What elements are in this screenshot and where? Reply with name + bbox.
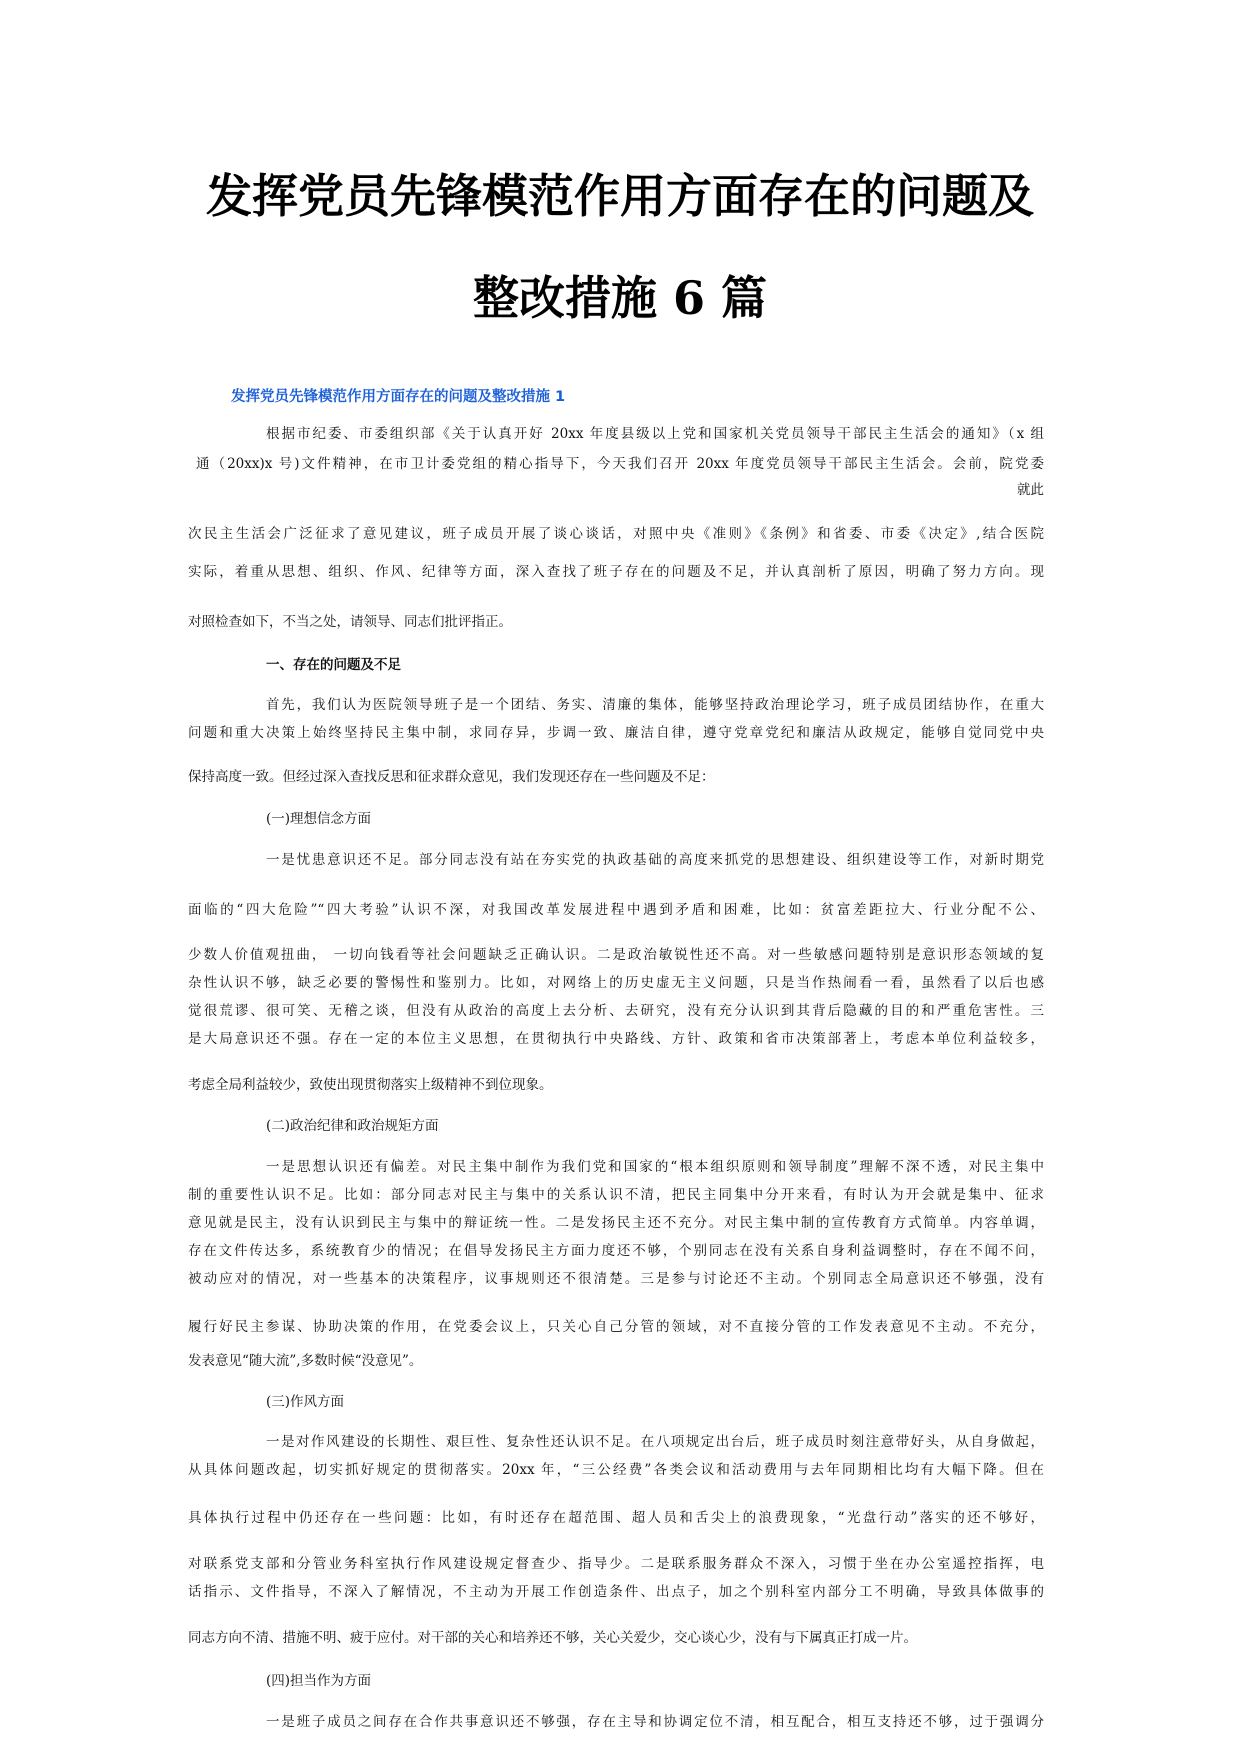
paragraph-line: 问题和重大决策上始终坚持民主集中制，求同存异，步调一致、廉洁自律，遵守党章党纪和廉洁从政规定，能够自觉同党中央	[188, 725, 1044, 741]
paragraph-line: 从具体问题改起，切实抓好规定的贯彻落实。20xx 年，“三公经费”各类会议和活动费用与去年同期相比均有大幅下降。但在	[188, 1462, 1044, 1478]
paragraph-line: 考虑全局利益较少，致使出现贯彻落实上级精神不到位现象。	[188, 1077, 553, 1093]
paragraph-line: 具体执行过程中仍还存在一些问题：比如，有时还存在超范围、超人员和舌尖上的浪费现象，“光盘行动”落实的还不够好，	[188, 1510, 1044, 1526]
paragraph-line: 履行好民主参谋、协助决策的作用，在党委会议上，只关心自己分管的领域，对不直接分管的工作发表意见不主动。不充分，	[188, 1319, 1044, 1335]
paragraph-line: 保持高度一致。但经过深入查找反思和征求群众意见，我们发现还存在一些问题及不足：	[188, 769, 715, 785]
paragraph-line: 同志方向不清、措施不明、疲于应付。对干部的关心和培养还不够，关心关爱少，交心谈心少，没有与下属真正打成一片。	[188, 1630, 917, 1646]
paragraph-line: 话指示、文件指导，不深入了解情况，不主动为开展工作创造条件、出点子，加之个别科室内部分工不明确，导致具体做事的	[188, 1584, 1044, 1600]
paragraph-line: 一是对作风建设的长期性、艰巨性、复杂性还认识不足。在八项规定出台后，班子成员时刻注意带好头，从自身做起，	[266, 1434, 1044, 1450]
subsection-heading: (二)政治纪律和政治规矩方面	[266, 1118, 439, 1134]
paragraph-line: 一是忧患意识还不足。部分同志没有站在夯实党的执政基础的高度来抓党的思想建设、组织建设等工作，对新时期党	[266, 852, 1044, 868]
paragraph-line: 对联系党支部和分管业务科室执行作风建设规定督查少、指导少。二是联系服务群众不深入，习惯于坐在办公室遥控指挥，电	[188, 1556, 1044, 1572]
paragraph-line: 是大局意识还不强。存在一定的本位主义思想，在贯彻执行中央路线、方针、政策和省市决策部著上，考虑本单位利益较多，	[188, 1031, 1044, 1047]
paragraph-line: 觉很荒谬、很可笑、无稽之谈，但没有从政治的高度上去分析、去研究，没有充分认识到其背后隐藏的目的和严重危害性。三	[188, 1003, 1044, 1019]
paragraph-line: 少数人价值观扭曲， 一切向钱看等社会问题缺乏正确认识。二是政治敏锐性还不高。对一些敏感问题特别是意识形态领域的复	[188, 947, 1044, 963]
subsection-heading: (三)作风方面	[266, 1394, 345, 1410]
paragraph-line: 对照检查如下，不当之处，请领导、同志们批评指正。	[188, 614, 512, 630]
subsection-heading: 一、存在的问题及不足	[266, 657, 401, 673]
paragraph-line: 一是班子成员之间存在合作共事意识还不够强，存在主导和协调定位不清，相互配合，相互支持还不够，过于强调分	[266, 1714, 1044, 1730]
paragraph-line: 杂性认识不够，缺乏必要的警惕性和鉴别力。比如，对网络上的历史虚无主义问题，只是当作热闹看一看，虽然看了以后也感	[188, 975, 1044, 991]
paragraph-line: 被动应对的情况，对一些基本的决策程序，议事规则还不很清楚。三是参与讨论还不主动。个别同志全局意识还不够强，没有	[188, 1271, 1044, 1287]
subsection-heading: (四)担当作为方面	[266, 1673, 372, 1689]
paragraph-line: 制的重要性认识不足。比如：部分同志对民主与集中的关系认识不清，把民主同集中分开来看，有时认为开会就是集中、征求	[188, 1187, 1044, 1203]
paragraph-line: 一是思想认识还有偏差。对民主集中制作为我们党和国家的“根本组织原则和领导制度”理解不深不透，对民主集中	[266, 1159, 1044, 1175]
paragraph-line: 次民主生活会广泛征求了意见建议，班子成员开展了谈心谈话，对照中央《准则》《条例》和省委、市委《决定》,结合医院	[188, 526, 1044, 542]
paragraph-line: 发表意见“随大流”,多数时候“没意见”。	[188, 1353, 423, 1369]
paragraph-line: 面临的“四大危险”“四大考验”认识不深，对我国改革发展进程中遇到矛盾和困难，比如：贫富差距拉大、行业分配不公、	[188, 902, 1044, 918]
paragraph-line: 存在文件传达多，系统教育少的情况；在倡导发扬民主方面力度还不够，个别同志在没有关系自身利益调整时，存在不闻不问，	[188, 1243, 1044, 1259]
document-title-line-2: 整改措施 6 篇	[472, 271, 768, 325]
paragraph-line: 就此	[1017, 482, 1044, 498]
paragraph-line: 实际，着重从思想、组织、作风、纪律等方面，深入查找了班子存在的问题及不足，并认真剖析了原因，明确了努力方向。现	[188, 564, 1044, 580]
paragraph-line: 意见就是民主，没有认识到民主与集中的辩证统一性。二是发扬民主还不充分。对民主集中制的宣传教育方式简单。内容单调，	[188, 1215, 1044, 1231]
paragraph-line: 根据市纪委、市委组织部《关于认真开好 20xx 年度县级以上党和国家机关党员领导干部民主生活会的通知》（x 组	[266, 426, 1044, 442]
paragraph-line: 首先，我们认为医院领导班子是一个团结、务实、清廉的集体，能够坚持政治理论学习，班子成员团结协作，在重大	[266, 697, 1044, 713]
section-heading: 发挥党员先锋模范作用方面存在的问题及整改措施 1	[231, 389, 566, 405]
document-title-line-1: 发挥党员先锋模范作用方面存在的问题及	[206, 169, 1034, 223]
subsection-heading: (一)理想信念方面	[266, 811, 372, 827]
paragraph-line: 通（20xx)x 号)文件精神，在市卫计委党组的精心指导下，今天我们召开 20xx 年度党员领导干部民主生活会。会前，院党委	[196, 456, 1044, 472]
